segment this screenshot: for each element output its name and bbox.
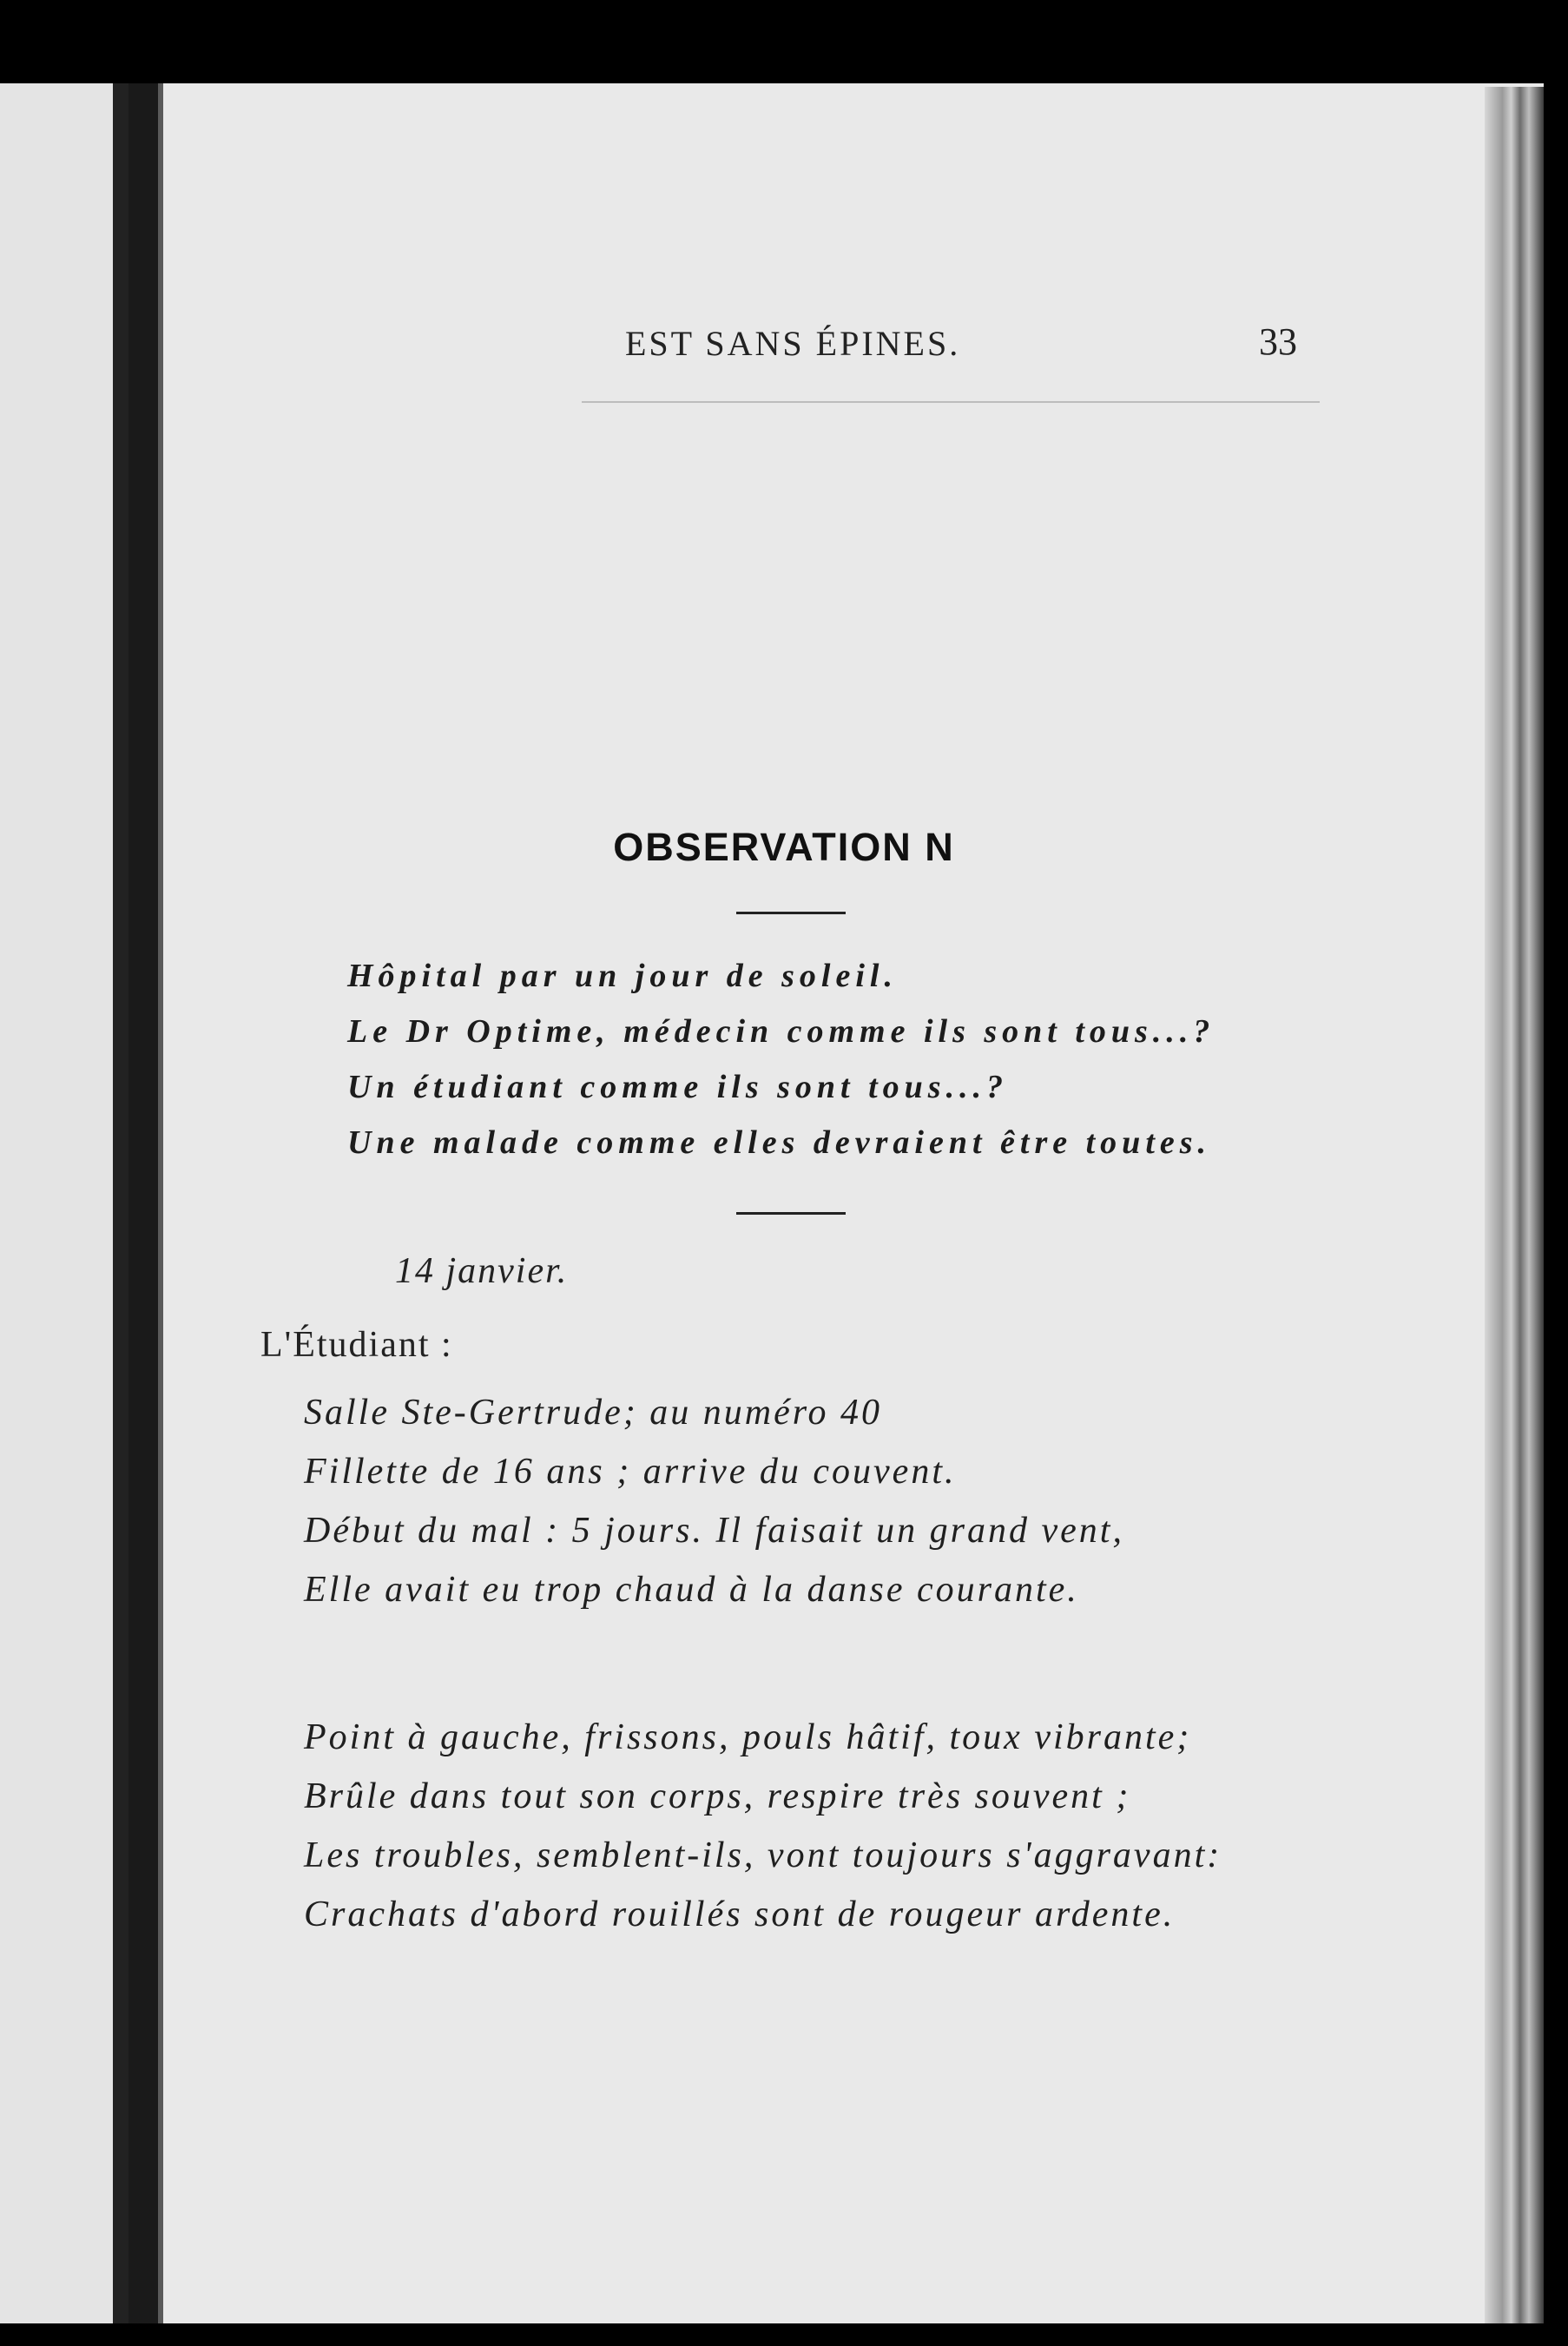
running-head: EST SANS ÉPINES. [625,324,961,363]
binding-edge [158,83,163,2323]
title-rule-bottom [736,1212,846,1215]
verse-line: Crachats d'abord rouillés sont de rougeur ardente. [304,1895,1176,1934]
epigraph-line: Un étudiant comme ils sont tous...? [347,1069,1009,1105]
verse-line: Point à gauche, frissons, pouls hâtif, toux vibrante; [304,1717,1192,1757]
title-rule-top [736,912,846,914]
page-stack-edge [1485,87,1544,2323]
verse-line: Début du mal : 5 jours. Il faisait un grand vent, [304,1511,1124,1551]
gutter-shadow [113,83,128,2323]
verse-line: Fillette de 16 ans ; arrive du couvent. [304,1452,957,1492]
binding-spine [128,83,158,2323]
section-title: OBSERVATION N [613,825,955,869]
verse-line: Salle Ste-Gertrude; au numéro 40 [304,1393,882,1433]
verse-line: Les troubles, semblent-ils, vont toujours s'aggravant: [304,1835,1222,1875]
verse-line: Brûle dans tout son corps, respire très souvent ; [304,1776,1131,1816]
entry-date: 14 janvier. [395,1251,569,1291]
speaker-label: L'Étudiant : [260,1325,453,1365]
page-number: 33 [1259,320,1297,363]
page [128,83,1544,2323]
epigraph-line: Hôpital par un jour de soleil. [347,958,898,994]
header-rule [582,401,1320,403]
facing-page-edge [0,83,113,2323]
verse-line: Elle avait eu trop chaud à la danse courante. [304,1570,1079,1610]
epigraph-line: Une malade comme elles devraient être toutes. [347,1124,1212,1161]
epigraph-line: Le Dr Optime, médecin comme ils sont tous...? [347,1013,1216,1050]
